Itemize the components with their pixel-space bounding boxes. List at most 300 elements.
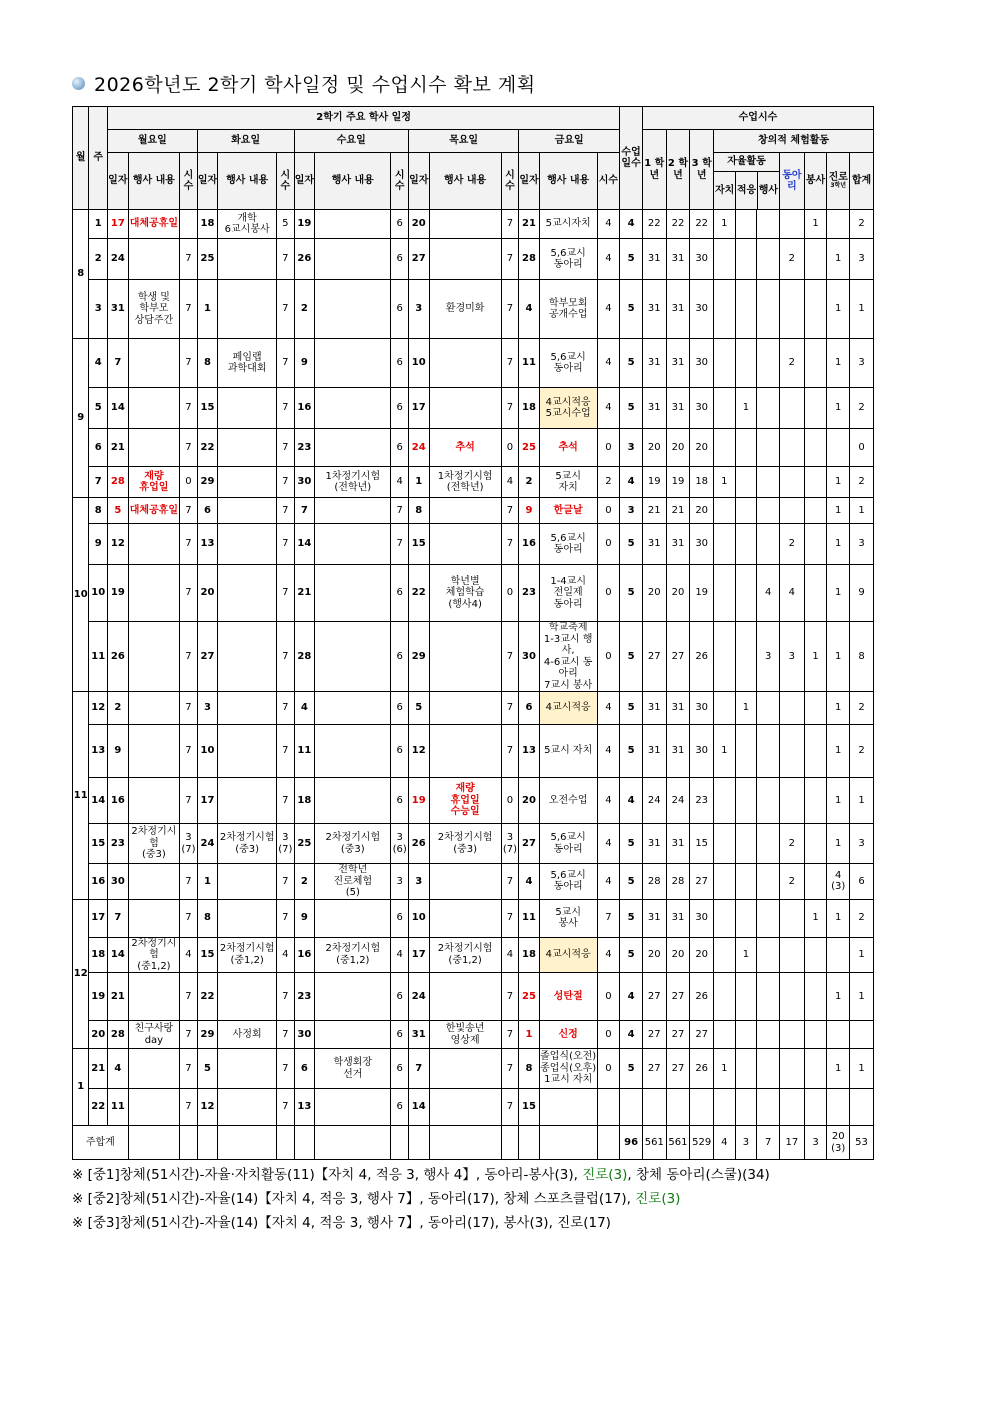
table-row xyxy=(73,937,874,973)
class-days-cell: 5 xyxy=(620,339,643,388)
a-cell: 1 xyxy=(714,210,736,239)
event-cell: 추석 xyxy=(539,429,597,467)
b-cell xyxy=(735,824,757,864)
hours-cell: 7 xyxy=(277,622,295,692)
event-cell: 2차정기시험 (중1,2) xyxy=(315,937,391,973)
hours-cell: 2 xyxy=(597,467,620,498)
total-header: 합계 xyxy=(850,153,874,210)
event-cell xyxy=(128,1049,180,1089)
hours-cell: 4 xyxy=(501,937,519,973)
g2-cell: 28 xyxy=(666,864,690,900)
cr-cell: 1 xyxy=(827,824,850,864)
g2-cell: 31 xyxy=(666,692,690,725)
t-cell: 2 xyxy=(850,692,874,725)
g2-cell: 31 xyxy=(666,824,690,864)
event-cell xyxy=(128,864,180,900)
hours-header: 시수 xyxy=(180,153,198,210)
month-cell: 10 xyxy=(73,498,89,692)
event-cell xyxy=(218,429,277,467)
table-row xyxy=(73,899,874,937)
totals-label: 주합계 xyxy=(73,1126,129,1160)
total-cr: 20 (3) xyxy=(827,1126,850,1160)
hours-cell: 4 xyxy=(277,937,295,973)
week-cell: 10 xyxy=(89,565,108,622)
hours-cell: 0 xyxy=(501,429,519,467)
event-cell: 2차정기시험 (중3) xyxy=(218,824,277,864)
g2-cell: 27 xyxy=(666,622,690,692)
table-row xyxy=(73,1089,874,1126)
note-line xyxy=(72,1187,892,1211)
date-cell: 26 xyxy=(108,622,129,692)
table-row xyxy=(73,778,874,824)
hours-cell: 7 xyxy=(180,622,198,692)
date-cell: 21 xyxy=(519,210,540,239)
grade2-header: 2 학년 xyxy=(666,130,690,210)
event-cell: 1-4교시 전일제 동아리 xyxy=(539,565,597,622)
t-cell xyxy=(850,1021,874,1049)
g1-cell: 19 xyxy=(642,467,666,498)
event-cell: 2차정기시험 (중1,2) xyxy=(218,937,277,973)
cr-cell: 1 xyxy=(827,973,850,1021)
cl-cell: 2 xyxy=(779,864,804,900)
hours-cell: 7 xyxy=(277,1089,295,1126)
hours-cell: 7 xyxy=(180,498,198,524)
g3-cell: 18 xyxy=(690,467,714,498)
b-cell xyxy=(735,622,757,692)
class-hours-header: 수업시수 xyxy=(642,107,873,130)
hours-cell: 7 xyxy=(501,973,519,1021)
hours-header: 시수 xyxy=(277,153,295,210)
g2-cell: 20 xyxy=(666,565,690,622)
hours-cell: 0 xyxy=(597,565,620,622)
table-row xyxy=(73,339,874,388)
cl-cell: 2 xyxy=(779,824,804,864)
a-cell xyxy=(714,622,736,692)
g2-cell: 19 xyxy=(666,467,690,498)
table-row xyxy=(73,864,874,900)
hours-cell: 0 xyxy=(597,498,620,524)
date-cell: 28 xyxy=(519,239,540,280)
g2-cell: 24 xyxy=(666,778,690,824)
g2-cell: 22 xyxy=(666,210,690,239)
class-days-cell: 5 xyxy=(620,524,643,565)
date-cell: 19 xyxy=(294,210,315,239)
sv-cell xyxy=(804,1021,827,1049)
date-cell: 22 xyxy=(197,973,218,1021)
note-text: ※ [중3]창체(51시간)-자율(14)【자치 4, 적응 3, 행사 7】, 동아리(17), 봉사(3), 진로(17) xyxy=(72,1215,611,1231)
hours-header: 시수 xyxy=(597,153,620,210)
event-cell: 페임랩 과학대회 xyxy=(218,339,277,388)
hours-cell: 7 xyxy=(180,864,198,900)
week-cell: 15 xyxy=(89,824,108,864)
date-cell: 1 xyxy=(519,1021,540,1049)
hours-cell: 7 xyxy=(277,565,295,622)
date-cell: 16 xyxy=(519,524,540,565)
date-cell: 9 xyxy=(294,339,315,388)
hours-cell: 6 xyxy=(391,1049,409,1089)
t-cell: 1 xyxy=(850,778,874,824)
event-cell xyxy=(128,524,180,565)
cr-cell xyxy=(827,1021,850,1049)
event-cell: 한빛송년 영상제 xyxy=(429,1021,501,1049)
date-cell: 4 xyxy=(519,280,540,339)
date-cell: 17 xyxy=(408,388,429,429)
empty-cell xyxy=(180,1126,198,1160)
cl-cell xyxy=(779,1089,804,1126)
hours-cell: 0 xyxy=(597,973,620,1021)
date-cell: 4 xyxy=(108,1049,129,1089)
event-cell xyxy=(128,973,180,1021)
b-cell xyxy=(735,864,757,900)
g3-cell: 27 xyxy=(690,864,714,900)
hours-cell: 7 xyxy=(277,778,295,824)
empty-cell xyxy=(519,1126,540,1160)
date-cell: 5 xyxy=(408,692,429,725)
empty-cell xyxy=(128,1126,180,1160)
hours-cell: 7 xyxy=(597,899,620,937)
date-cell: 6 xyxy=(519,692,540,725)
a-cell xyxy=(714,339,736,388)
date-cell: 26 xyxy=(408,824,429,864)
autonomous-header xyxy=(714,153,780,210)
date-cell: 1 xyxy=(197,864,218,900)
event-cell xyxy=(315,973,391,1021)
cl-cell xyxy=(779,210,804,239)
hours-cell: 5 xyxy=(277,210,295,239)
e-cell xyxy=(757,692,780,725)
t-cell: 3 xyxy=(850,524,874,565)
g1-cell: 31 xyxy=(642,725,666,778)
hours-cell: 7 xyxy=(501,388,519,429)
total-g2: 561 xyxy=(666,1126,690,1160)
page-title xyxy=(72,68,536,98)
b-cell xyxy=(735,725,757,778)
week-cell: 21 xyxy=(89,1049,108,1089)
week-cell: 3 xyxy=(89,280,108,339)
hours-cell: 7 xyxy=(180,280,198,339)
tuesday-header: 화요일 xyxy=(197,130,294,153)
hours-cell: 7 xyxy=(180,565,198,622)
date-cell: 28 xyxy=(294,622,315,692)
hours-cell: 7 xyxy=(277,864,295,900)
event-cell xyxy=(128,778,180,824)
cl-cell: 4 xyxy=(779,565,804,622)
notes xyxy=(72,1163,892,1235)
empty-cell xyxy=(408,1126,429,1160)
a-cell xyxy=(714,973,736,1021)
date-cell: 25 xyxy=(197,239,218,280)
date-cell: 24 xyxy=(408,973,429,1021)
cr-cell: 1 xyxy=(827,692,850,725)
event-cell xyxy=(218,1089,277,1126)
e-cell xyxy=(757,973,780,1021)
date-cell: 17 xyxy=(108,210,129,239)
hours-cell: 0 xyxy=(597,1049,620,1089)
empty-cell xyxy=(218,1126,277,1160)
cl-cell xyxy=(779,973,804,1021)
e-cell xyxy=(757,339,780,388)
cl-cell xyxy=(779,778,804,824)
a-cell xyxy=(714,1021,736,1049)
month-cell: 8 xyxy=(73,210,89,339)
b-cell: 1 xyxy=(735,388,757,429)
date-cell: 15 xyxy=(197,937,218,973)
g2-cell: 31 xyxy=(666,280,690,339)
a-cell xyxy=(714,239,736,280)
date-cell: 20 xyxy=(197,565,218,622)
sv-cell xyxy=(804,339,827,388)
date-cell: 2 xyxy=(294,864,315,900)
empty-cell xyxy=(501,1126,519,1160)
b-cell xyxy=(735,498,757,524)
class-days-cell: 5 xyxy=(620,622,643,692)
class-days-cell: 5 xyxy=(620,824,643,864)
event-cell: 5,6교시 동아리 xyxy=(539,524,597,565)
t-cell: 1 xyxy=(850,973,874,1021)
event-cell xyxy=(218,725,277,778)
e-cell xyxy=(757,824,780,864)
g3-cell xyxy=(690,1089,714,1126)
cl-cell xyxy=(779,467,804,498)
event-cell: 학년별 체험학습 (행사4) xyxy=(429,565,501,622)
a-cell xyxy=(714,1089,736,1126)
week-cell: 7 xyxy=(89,467,108,498)
table-row xyxy=(73,239,874,280)
e-cell xyxy=(757,239,780,280)
g2-cell xyxy=(666,1089,690,1126)
g2-cell: 27 xyxy=(666,1049,690,1089)
e-cell xyxy=(757,899,780,937)
sv-cell xyxy=(804,498,827,524)
event-cell xyxy=(218,280,277,339)
event-cell: 5,6교시 동아리 xyxy=(539,864,597,900)
cr-cell: 1 xyxy=(827,388,850,429)
sv-cell xyxy=(804,692,827,725)
empty-cell xyxy=(277,1126,295,1160)
date-cell: 3 xyxy=(408,864,429,900)
g1-cell: 31 xyxy=(642,239,666,280)
t-cell: 2 xyxy=(850,899,874,937)
hours-cell: 6 xyxy=(391,725,409,778)
b-cell xyxy=(735,565,757,622)
event-cell xyxy=(128,565,180,622)
t-cell: 2 xyxy=(850,388,874,429)
cr-cell xyxy=(827,937,850,973)
schedule-table xyxy=(72,106,874,1160)
event-cell: 2차정기시험 (중3) xyxy=(315,824,391,864)
event-cell xyxy=(128,429,180,467)
hours-header: 시수 xyxy=(391,153,409,210)
event-cell xyxy=(218,622,277,692)
sv-cell xyxy=(804,429,827,467)
g2-cell: 27 xyxy=(666,973,690,1021)
table-row xyxy=(73,467,874,498)
g3-cell: 22 xyxy=(690,210,714,239)
career-sublabel: 3학년 xyxy=(830,182,847,190)
date-cell: 5 xyxy=(197,1049,218,1089)
a-cell xyxy=(714,899,736,937)
b-cell: 1 xyxy=(735,937,757,973)
hours-cell: 6 xyxy=(391,388,409,429)
date-cell: 24 xyxy=(108,239,129,280)
g3-cell: 15 xyxy=(690,824,714,864)
total-g3: 529 xyxy=(690,1126,714,1160)
cr-cell: 1 xyxy=(827,280,850,339)
event-cell xyxy=(315,692,391,725)
class-days-cell: 5 xyxy=(620,280,643,339)
e-cell xyxy=(757,1089,780,1126)
event-cell xyxy=(315,280,391,339)
date-cell: 11 xyxy=(294,725,315,778)
event-cell: 5,6교시 동아리 xyxy=(539,824,597,864)
total-a: 4 xyxy=(714,1126,736,1160)
b-cell xyxy=(735,239,757,280)
date-cell: 9 xyxy=(294,899,315,937)
g3-cell: 26 xyxy=(690,973,714,1021)
total-t: 53 xyxy=(850,1126,874,1160)
t-cell: 1 xyxy=(850,937,874,973)
event-header: 행사 내용 xyxy=(429,153,501,210)
t-cell: 1 xyxy=(850,280,874,339)
table-row xyxy=(73,973,874,1021)
hours-cell: 7 xyxy=(501,1089,519,1126)
hours-cell: 6 xyxy=(391,1021,409,1049)
date-cell: 30 xyxy=(108,864,129,900)
hours-cell: 0 xyxy=(597,622,620,692)
sv-cell xyxy=(804,937,827,973)
class-days-cell: 5 xyxy=(620,937,643,973)
event-cell: 개학 6교시봉사 xyxy=(218,210,277,239)
g2-cell: 31 xyxy=(666,388,690,429)
g1-cell: 20 xyxy=(642,937,666,973)
e-cell xyxy=(757,1021,780,1049)
week-cell: 6 xyxy=(89,429,108,467)
e-cell xyxy=(757,429,780,467)
event-cell xyxy=(429,725,501,778)
total-g1: 561 xyxy=(642,1126,666,1160)
event-cell xyxy=(429,864,501,900)
event-cell: 2차정기시험 (중1,2) xyxy=(128,937,180,973)
date-cell: 23 xyxy=(519,565,540,622)
g2-cell: 31 xyxy=(666,524,690,565)
event-cell xyxy=(429,692,501,725)
event-cell xyxy=(128,1089,180,1126)
t-cell: 9 xyxy=(850,565,874,622)
total-e: 7 xyxy=(757,1126,780,1160)
class-days-cell: 5 xyxy=(620,1049,643,1089)
hours-cell: 7 xyxy=(277,280,295,339)
cl-cell xyxy=(779,692,804,725)
sv-cell xyxy=(804,1089,827,1126)
event-cell: 전학년 진로체험 (5) xyxy=(315,864,391,900)
hours-cell: 7 xyxy=(277,973,295,1021)
hours-cell: 4 xyxy=(597,692,620,725)
b-cell: 1 xyxy=(735,692,757,725)
a-cell xyxy=(714,864,736,900)
event-cell xyxy=(315,498,391,524)
hours-cell: 6 xyxy=(391,1089,409,1126)
date-cell: 14 xyxy=(294,524,315,565)
cr-cell: 4 (3) xyxy=(827,864,850,900)
date-cell: 28 xyxy=(108,467,129,498)
month-header: 월 xyxy=(73,107,89,210)
b-cell xyxy=(735,1049,757,1089)
hours-cell: 4 xyxy=(597,239,620,280)
e-cell xyxy=(757,498,780,524)
date-cell: 15 xyxy=(519,1089,540,1126)
class-days-cell xyxy=(620,1089,643,1126)
cr-cell: 1 xyxy=(827,899,850,937)
b-cell xyxy=(735,973,757,1021)
date-cell: 23 xyxy=(294,973,315,1021)
date-cell: 18 xyxy=(294,778,315,824)
event-cell: 한글날 xyxy=(539,498,597,524)
event-cell xyxy=(128,899,180,937)
week-cell: 5 xyxy=(89,388,108,429)
hours-cell: 3 (6) xyxy=(391,824,409,864)
empty-cell xyxy=(429,1126,501,1160)
week-cell: 8 xyxy=(89,498,108,524)
table-row xyxy=(73,524,874,565)
hours-cell: 6 xyxy=(391,973,409,1021)
cr-cell: 1 xyxy=(827,498,850,524)
date-cell: 6 xyxy=(294,1049,315,1089)
event-cell xyxy=(218,899,277,937)
hours-cell: 3 (7) xyxy=(501,824,519,864)
week-cell: 12 xyxy=(89,692,108,725)
cr-cell: 1 xyxy=(827,1049,850,1089)
event-cell xyxy=(315,778,391,824)
thursday-header: 목요일 xyxy=(408,130,518,153)
event-cell xyxy=(218,498,277,524)
date-cell: 17 xyxy=(197,778,218,824)
g1-cell: 31 xyxy=(642,280,666,339)
week-cell: 2 xyxy=(89,239,108,280)
hours-cell: 4 xyxy=(597,388,620,429)
cl-cell: 2 xyxy=(779,339,804,388)
class-days-cell: 3 xyxy=(620,498,643,524)
hours-cell: 4 xyxy=(597,937,620,973)
class-days-cell: 4 xyxy=(620,1021,643,1049)
hours-cell: 4 xyxy=(597,824,620,864)
date-cell: 3 xyxy=(197,692,218,725)
sv-cell xyxy=(804,467,827,498)
class-days-cell: 5 xyxy=(620,565,643,622)
g3-cell: 30 xyxy=(690,725,714,778)
date-cell: 11 xyxy=(519,339,540,388)
g1-cell xyxy=(642,1089,666,1126)
date-cell: 12 xyxy=(108,524,129,565)
hours-cell: 6 xyxy=(391,210,409,239)
event-header: 행사 내용 xyxy=(128,153,180,210)
date-cell: 7 xyxy=(294,498,315,524)
hours-cell: 7 xyxy=(180,1089,198,1126)
hours-cell: 7 xyxy=(277,1049,295,1089)
hours-cell: 7 xyxy=(180,973,198,1021)
table-row xyxy=(73,1049,874,1089)
table-row xyxy=(73,1021,874,1049)
date-cell: 14 xyxy=(108,388,129,429)
g1-cell: 31 xyxy=(642,899,666,937)
g1-cell: 24 xyxy=(642,778,666,824)
self-header: 자치 xyxy=(714,171,736,209)
month-cell: 1 xyxy=(73,1049,89,1126)
event-cell xyxy=(429,1049,501,1089)
cl-cell xyxy=(779,429,804,467)
table-row xyxy=(73,824,874,864)
event-cell xyxy=(315,429,391,467)
event-cell: 환경미화 xyxy=(429,280,501,339)
